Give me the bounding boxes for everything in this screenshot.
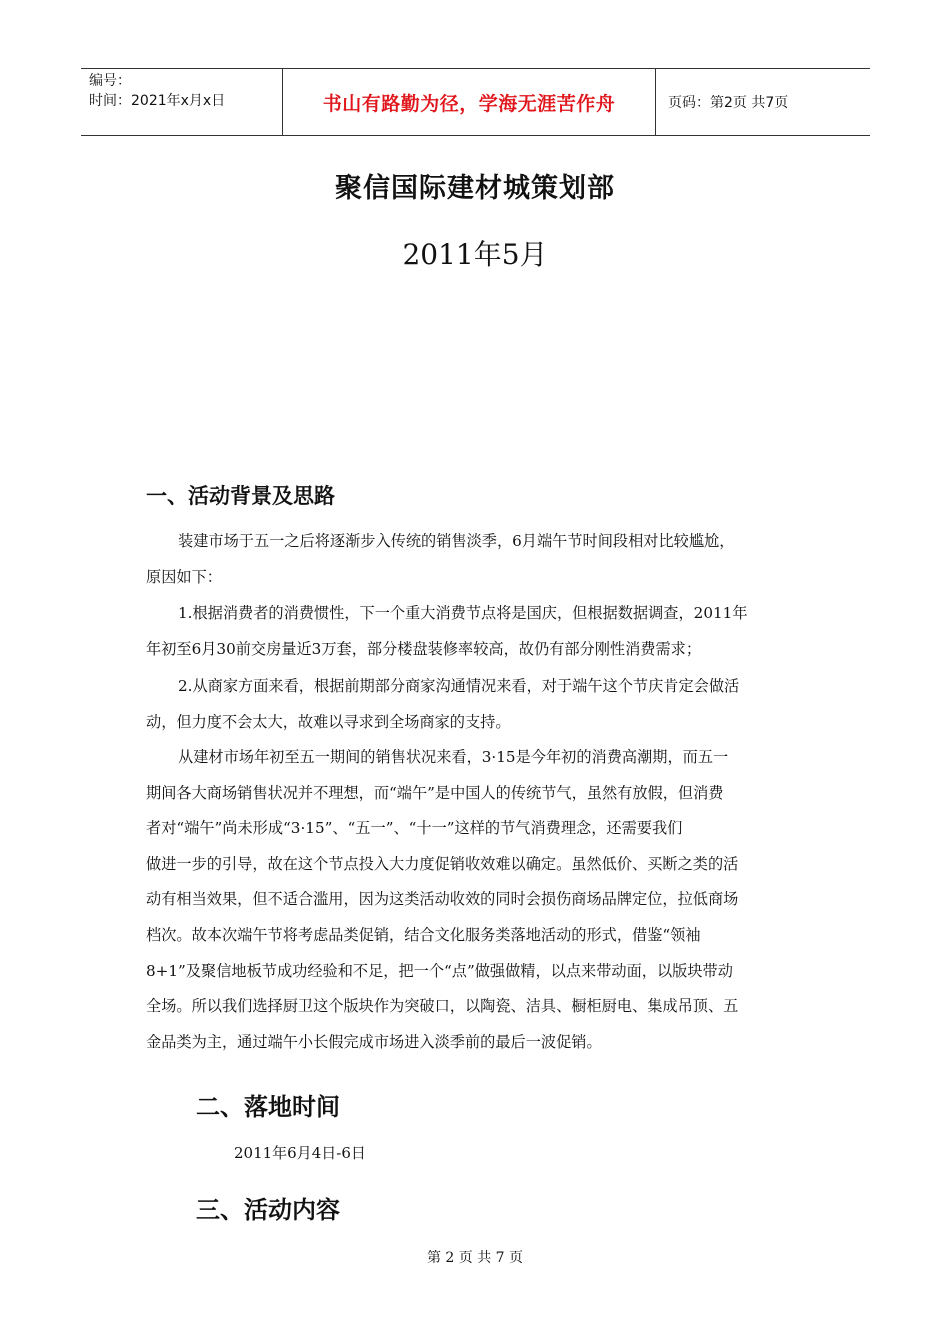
header-motto-cell [282, 69, 656, 135]
paragraph-line: 档次。故本次端午节将考虑品类促销，结合文化服务类落地活动的形式，借鉴“领袖 [146, 925, 701, 944]
header-page-info: 页码：第2页 共7页 [668, 95, 789, 111]
paragraph-4 [146, 740, 810, 1060]
number-label: 编号： [89, 73, 131, 89]
paragraph-line: 全场。所以我们选择厨卫这个版块作为突破口，以陶瓷、洁具、橱柜厨电、集成吊顶、五 [146, 997, 739, 1016]
paragraph-line: 装建市场于五一之后将逐渐步入传统的销售淡季，6月端午节时间段相对比较尴尬， [178, 532, 735, 550]
page-footer: 第 2 页 共 7 页 [426, 1250, 524, 1266]
doc-date: 2011年5月 [402, 238, 548, 271]
paragraph-line: 金品类为主，通过端午小长假完成市场进入淡季前的最后一波促销。 [146, 1032, 602, 1051]
paragraph-line: 做进一步的引导，故在这个节点投入大力度促销收效难以确定。虽然低价、买断之类的活 [146, 854, 739, 873]
paragraph-line: 1.根据消费者的消费惯性，下一个重大消费节点将是国庆，但根据数据调查，2011年 [178, 604, 748, 622]
section-1-heading: 一、活动背景及思路 [146, 484, 335, 508]
org-title: 聚信国际建材城策划部 [335, 173, 615, 204]
paragraph-line: 年初至6月30前交房量近3万套，部分楼盘装修率较高，故仍有部分刚性消费需求； [146, 639, 702, 658]
paragraph-line: 2.从商家方面来看，根据前期部分商家沟通情况来看，对于端午这个节庆肯定会做活 [178, 677, 740, 695]
paragraph-line: 动，但力度不会太大，故难以寻求到全场商家的支持。 [146, 712, 511, 731]
event-dates: 2011年6月4日-6日 [234, 1144, 366, 1162]
section-2-heading: 二、落地时间 [196, 1093, 340, 1121]
paragraph-line: 从建材市场年初至五一期间的销售状况来看，3·15是今年初的消费高潮期，而五一 [178, 748, 729, 766]
paragraph-2 [146, 596, 810, 667]
paragraph-line: 动有相当效果，但不适合滥用，因为这类活动收效的同时会损伤商场品牌定位，拉低商场 [146, 890, 739, 909]
paragraph-1 [146, 524, 810, 595]
section-3-heading: 三、活动内容 [196, 1196, 340, 1224]
paragraph-line: 期间各大商场销售状况并不理想，而“端午”是中国人的传统节气，虽然有放假，但消费 [146, 783, 724, 802]
motto: 书山有路勤为径，学海无涯苦作舟 [322, 92, 616, 115]
paragraph-line: 原因如下： [146, 567, 222, 586]
document-header [81, 68, 870, 136]
paragraph-line: 者对“端午”尚未形成“3·15”、“五一”、“十一”这样的节气消费理念，还需要我们 [146, 819, 683, 838]
paragraph-3 [146, 669, 810, 740]
paragraph-line: 8+1”及聚信地板节成功经验和不足，把一个“点”做强做精，以点来带动面，以版块带动 [146, 961, 733, 980]
time-label: 时间：2021年x月x日 [89, 93, 226, 109]
header-meta [81, 69, 282, 135]
